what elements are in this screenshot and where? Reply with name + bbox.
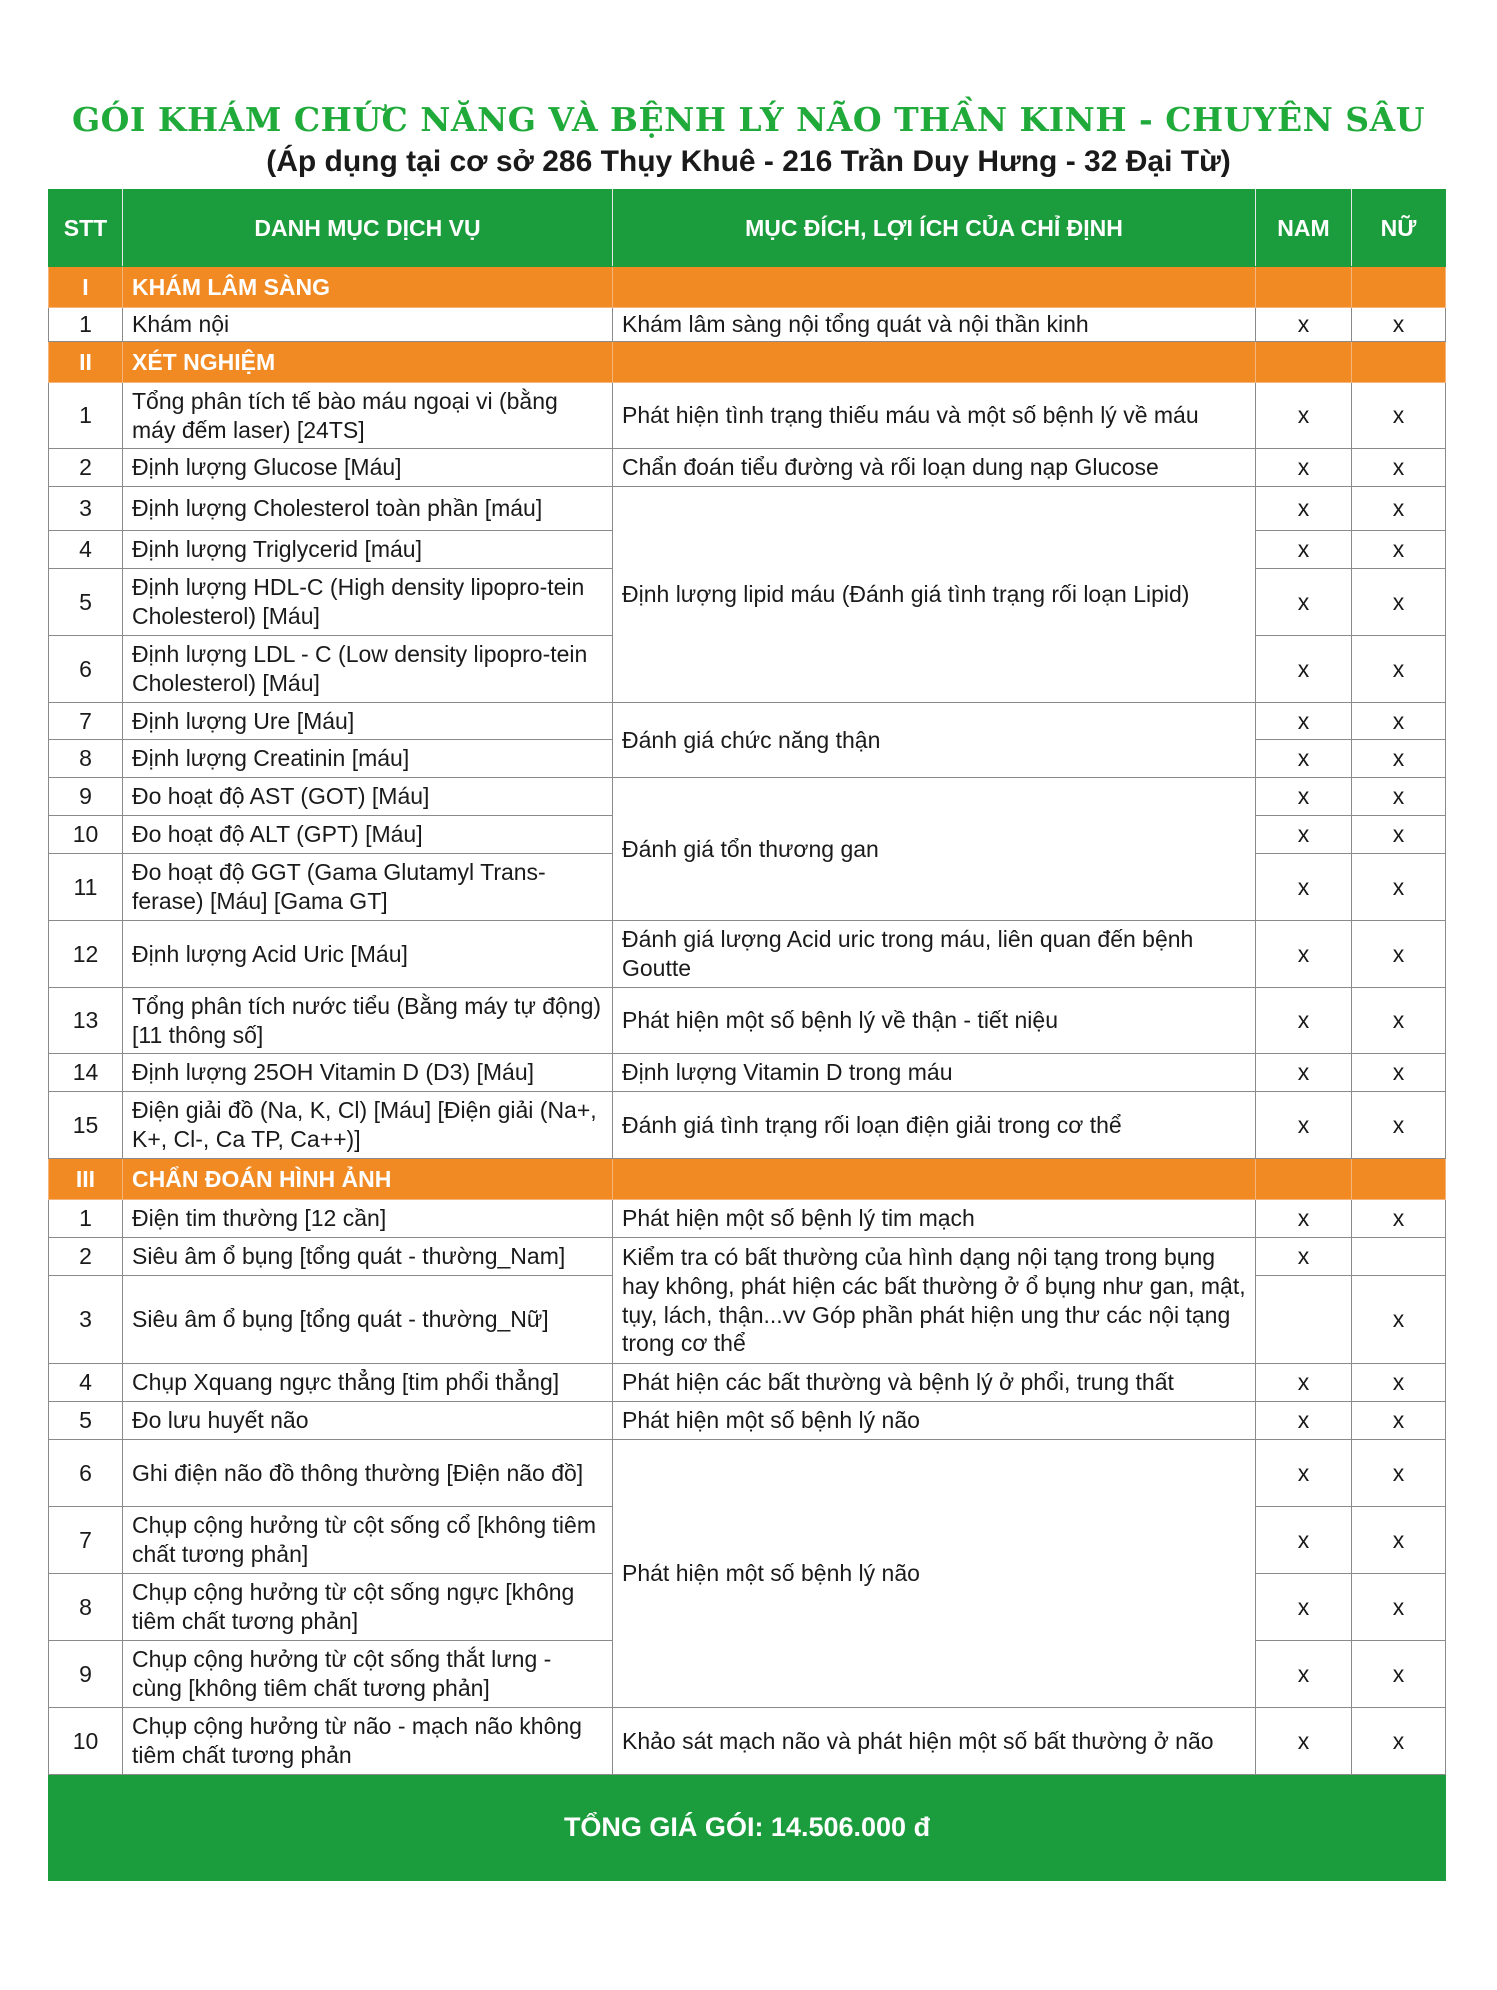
table-row xyxy=(49,487,1446,531)
row-female-mark: x xyxy=(1352,1364,1446,1402)
row-male-mark: x xyxy=(1256,308,1352,342)
row-female-mark: x xyxy=(1352,449,1446,487)
row-male-mark: x xyxy=(1256,636,1352,703)
total-row xyxy=(49,1775,1446,1881)
row-male-mark: x xyxy=(1256,816,1352,854)
row-service: Chụp Xquang ngực thẳng [tim phổi thẳng] xyxy=(123,1364,613,1402)
row-stt: 9 xyxy=(49,1641,123,1708)
row-purpose: Phát hiện một số bệnh lý não xyxy=(613,1402,1256,1440)
row-female-mark: x xyxy=(1352,636,1446,703)
row-service: Chụp cộng hưởng từ cột sống ngực [không tiêm chất tương phản] xyxy=(123,1574,613,1641)
table-row xyxy=(49,1092,1446,1159)
row-stt: 6 xyxy=(49,636,123,703)
section-row xyxy=(49,342,1446,383)
row-female-mark: x xyxy=(1352,383,1446,449)
row-male-mark: x xyxy=(1256,1708,1352,1775)
table-row xyxy=(49,383,1446,449)
row-male-mark: x xyxy=(1256,1574,1352,1641)
section-number: III xyxy=(49,1159,123,1200)
row-stt: 3 xyxy=(49,487,123,531)
row-purpose: Khảo sát mạch não và phát hiện một số bất thường ở não xyxy=(613,1708,1256,1775)
row-purpose: Đánh giá tổn thương gan xyxy=(613,778,1256,921)
row-stt: 1 xyxy=(49,1200,123,1238)
row-stt: 5 xyxy=(49,1402,123,1440)
row-male-mark: x xyxy=(1256,1092,1352,1159)
row-stt: 8 xyxy=(49,740,123,778)
table-row xyxy=(49,1440,1446,1507)
row-female-mark: x xyxy=(1352,1440,1446,1507)
row-male-mark: x xyxy=(1256,988,1352,1054)
table-row xyxy=(49,1364,1446,1402)
row-male-mark: x xyxy=(1256,1238,1352,1276)
row-purpose: Kiểm tra có bất thường của hình dạng nội tạng trong bụng hay không, phát hiện các bất thường ở ổ bụng như gan, mật, tụy, lách, thận...vv Góp phần phát hiện ung thư các nội tạng trong cơ thể xyxy=(613,1238,1256,1364)
row-service: Chụp cộng hưởng từ cột sống thắt lưng - cùng [không tiêm chất tương phản] xyxy=(123,1641,613,1708)
header-stt: STT xyxy=(49,190,123,267)
row-stt: 1 xyxy=(49,308,123,342)
row-female-mark: x xyxy=(1352,854,1446,921)
section-row xyxy=(49,1159,1446,1200)
page-title: GÓI KHÁM CHỨC NĂNG VÀ BỆNH LÝ NÃO THẦN KINH - CHUYÊN SÂU xyxy=(72,100,1425,139)
table-row xyxy=(49,1402,1446,1440)
row-female-mark: x xyxy=(1352,1092,1446,1159)
header-male: NAM xyxy=(1256,190,1352,267)
header-female: NỮ xyxy=(1352,190,1446,267)
row-stt: 3 xyxy=(49,1276,123,1364)
row-service: Đo hoạt độ GGT (Gama Glutamyl Trans-ferase) [Máu] [Gama GT] xyxy=(123,854,613,921)
row-service: Chụp cộng hưởng từ cột sống cổ [không tiêm chất tương phản] xyxy=(123,1507,613,1574)
row-female-mark: x xyxy=(1352,740,1446,778)
row-service: Điện giải đồ (Na, K, Cl) [Máu] [Điện giải (Na+, K+, Cl-, Ca TP, Ca++)] xyxy=(123,1092,613,1159)
section-row xyxy=(49,267,1446,308)
row-male-mark: x xyxy=(1256,1402,1352,1440)
row-service: Định lượng Cholesterol toàn phần [máu] xyxy=(123,487,613,531)
row-male-mark: x xyxy=(1256,1054,1352,1092)
section-number: II xyxy=(49,342,123,383)
row-purpose: Đánh giá chức năng thận xyxy=(613,703,1256,778)
row-female-mark: x xyxy=(1352,703,1446,740)
row-service: Ghi điện não đồ thông thường [Điện não đồ] xyxy=(123,1440,613,1507)
row-service: Siêu âm ổ bụng [tổng quát - thường_Nữ] xyxy=(123,1276,613,1364)
row-female-mark: x xyxy=(1352,778,1446,816)
row-stt: 2 xyxy=(49,1238,123,1276)
section-title: XÉT NGHIỆM xyxy=(123,342,613,383)
row-male-mark: x xyxy=(1256,921,1352,988)
row-service: Siêu âm ổ bụng [tổng quát - thường_Nam] xyxy=(123,1238,613,1276)
row-stt: 9 xyxy=(49,778,123,816)
page-subtitle: (Áp dụng tại cơ sở 286 Thụy Khuê - 216 Trần Duy Hưng - 32 Đại Từ) xyxy=(266,145,1231,178)
row-service: Điện tim thường [12 cần] xyxy=(123,1200,613,1238)
row-stt: 7 xyxy=(49,1507,123,1574)
row-stt: 15 xyxy=(49,1092,123,1159)
row-stt: 11 xyxy=(49,854,123,921)
row-female-mark: x xyxy=(1352,1641,1446,1708)
section-title: KHÁM LÂM SÀNG xyxy=(123,267,613,308)
row-service: Đo lưu huyết não xyxy=(123,1402,613,1440)
row-purpose: Đánh giá tình trạng rối loạn điện giải trong cơ thể xyxy=(613,1092,1256,1159)
row-male-mark xyxy=(1256,1276,1352,1364)
service-table xyxy=(48,189,1446,1881)
row-male-mark: x xyxy=(1256,1364,1352,1402)
row-female-mark xyxy=(1352,1238,1446,1276)
row-service: Định lượng Glucose [Máu] xyxy=(123,449,613,487)
row-female-mark: x xyxy=(1352,1574,1446,1641)
row-male-mark: x xyxy=(1256,1507,1352,1574)
table-row xyxy=(49,921,1446,988)
header-purpose: MỤC ĐÍCH, LỢI ÍCH CỦA CHỈ ĐỊNH xyxy=(613,190,1256,267)
total-price: TỔNG GIÁ GÓI: 14.506.000 đ xyxy=(49,1775,1446,1881)
row-stt: 12 xyxy=(49,921,123,988)
table-row xyxy=(49,1054,1446,1092)
row-male-mark: x xyxy=(1256,740,1352,778)
row-male-mark: x xyxy=(1256,854,1352,921)
row-stt: 1 xyxy=(49,383,123,449)
row-female-mark: x xyxy=(1352,1200,1446,1238)
row-male-mark: x xyxy=(1256,531,1352,569)
row-service: Định lượng HDL-C (High density lipopro-tein Cholesterol) [Máu] xyxy=(123,569,613,636)
row-male-mark: x xyxy=(1256,703,1352,740)
table-header-row xyxy=(49,190,1446,267)
row-purpose: Phát hiện một số bệnh lý về thận - tiết niệu xyxy=(613,988,1256,1054)
row-female-mark: x xyxy=(1352,308,1446,342)
row-purpose: Khám lâm sàng nội tổng quát và nội thần kinh xyxy=(613,308,1256,342)
row-male-mark: x xyxy=(1256,1440,1352,1507)
table-row xyxy=(49,988,1446,1054)
section-number: I xyxy=(49,267,123,308)
row-male-mark: x xyxy=(1256,449,1352,487)
row-female-mark: x xyxy=(1352,531,1446,569)
row-female-mark: x xyxy=(1352,1507,1446,1574)
row-female-mark: x xyxy=(1352,816,1446,854)
row-service: Định lượng 25OH Vitamin D (D3) [Máu] xyxy=(123,1054,613,1092)
row-stt: 7 xyxy=(49,703,123,740)
row-service: Chụp cộng hưởng từ não - mạch não không tiêm chất tương phản xyxy=(123,1708,613,1775)
header-service: DANH MỤC DỊCH VỤ xyxy=(123,190,613,267)
row-service: Định lượng Creatinin [máu] xyxy=(123,740,613,778)
row-service: Khám nội xyxy=(123,308,613,342)
row-purpose: Phát hiện tình trạng thiếu máu và một số bệnh lý về máu xyxy=(613,383,1256,449)
table-row xyxy=(49,308,1446,342)
row-stt: 2 xyxy=(49,449,123,487)
row-purpose: Đánh giá lượng Acid uric trong máu, liên quan đến bệnh Goutte xyxy=(613,921,1256,988)
row-female-mark: x xyxy=(1352,1276,1446,1364)
row-purpose: Chẩn đoán tiểu đường và rối loạn dung nạp Glucose xyxy=(613,449,1256,487)
table-row xyxy=(49,1200,1446,1238)
row-female-mark: x xyxy=(1352,988,1446,1054)
row-male-mark: x xyxy=(1256,1641,1352,1708)
row-purpose: Định lượng lipid máu (Đánh giá tình trạng rối loạn Lipid) xyxy=(613,487,1256,703)
table-row xyxy=(49,1238,1446,1276)
row-male-mark: x xyxy=(1256,487,1352,531)
row-service: Đo hoạt độ AST (GOT) [Máu] xyxy=(123,778,613,816)
row-female-mark: x xyxy=(1352,569,1446,636)
row-service: Định lượng Ure [Máu] xyxy=(123,703,613,740)
row-male-mark: x xyxy=(1256,778,1352,816)
row-female-mark: x xyxy=(1352,921,1446,988)
row-stt: 13 xyxy=(49,988,123,1054)
table-row xyxy=(49,1708,1446,1775)
row-stt: 4 xyxy=(49,1364,123,1402)
row-purpose: Phát hiện một số bệnh lý tim mạch xyxy=(613,1200,1256,1238)
row-male-mark: x xyxy=(1256,569,1352,636)
section-title: CHẨN ĐOÁN HÌNH ẢNH xyxy=(123,1159,613,1200)
row-female-mark: x xyxy=(1352,1708,1446,1775)
row-female-mark: x xyxy=(1352,1054,1446,1092)
row-stt: 8 xyxy=(49,1574,123,1641)
row-stt: 6 xyxy=(49,1440,123,1507)
row-male-mark: x xyxy=(1256,383,1352,449)
row-stt: 10 xyxy=(49,1708,123,1775)
row-female-mark: x xyxy=(1352,1402,1446,1440)
row-service: Tổng phân tích tế bào máu ngoại vi (bằng máy đếm laser) [24TS] xyxy=(123,383,613,449)
row-stt: 4 xyxy=(49,531,123,569)
row-purpose: Phát hiện các bất thường và bệnh lý ở phổi, trung thất xyxy=(613,1364,1256,1402)
row-service: Tổng phân tích nước tiểu (Bằng máy tự động) [11 thông số] xyxy=(123,988,613,1054)
row-service: Định lượng Triglycerid [máu] xyxy=(123,531,613,569)
table-row xyxy=(49,449,1446,487)
table-row xyxy=(49,703,1446,740)
row-stt: 10 xyxy=(49,816,123,854)
row-male-mark: x xyxy=(1256,1200,1352,1238)
row-stt: 14 xyxy=(49,1054,123,1092)
row-service: Định lượng Acid Uric [Máu] xyxy=(123,921,613,988)
row-service: Định lượng LDL - C (Low density lipopro-tein Cholesterol) [Máu] xyxy=(123,636,613,703)
row-service: Đo hoạt độ ALT (GPT) [Máu] xyxy=(123,816,613,854)
row-purpose: Phát hiện một số bệnh lý não xyxy=(613,1440,1256,1708)
table-row xyxy=(49,778,1446,816)
row-stt: 5 xyxy=(49,569,123,636)
row-female-mark: x xyxy=(1352,487,1446,531)
row-purpose: Định lượng Vitamin D trong máu xyxy=(613,1054,1256,1092)
